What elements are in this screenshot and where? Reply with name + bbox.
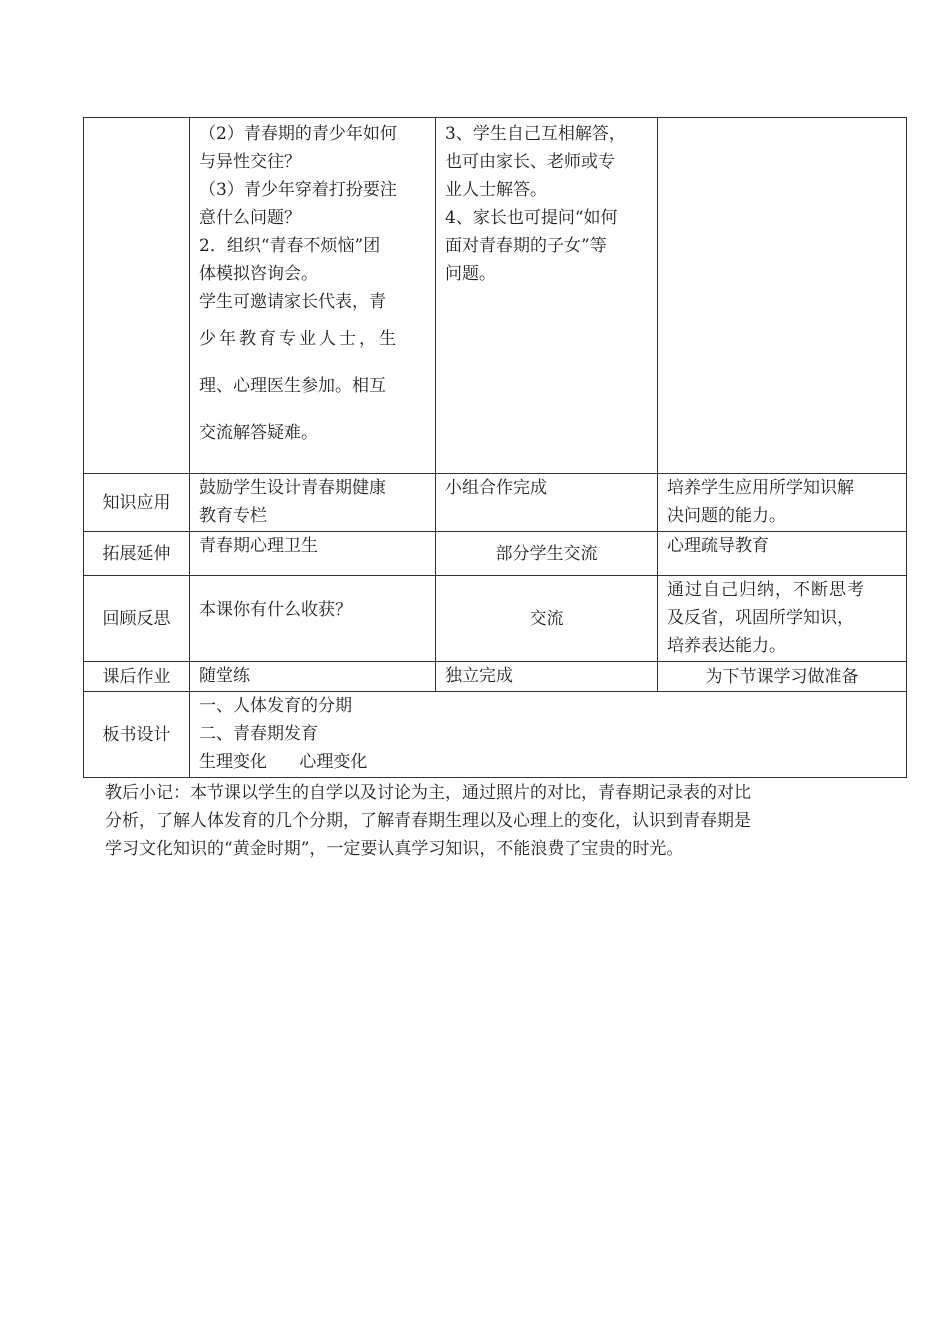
intent-cell-empty <box>658 118 907 474</box>
text-line: 交流解答疑难。 <box>199 423 318 443</box>
text-line: 少年教育专业人士，生 <box>199 329 399 349</box>
student-activity-cell: 交流 <box>436 576 658 662</box>
activity-cell: 随堂练 <box>190 662 436 692</box>
text-line: 二、青春期发育 <box>199 724 318 744</box>
text-line: 决问题的能力。 <box>667 506 786 526</box>
text-line: 2．组织“青春不烦恼”团 <box>199 236 381 256</box>
activity-cell <box>190 474 436 532</box>
text-line: 3、学生自己互相解答， <box>445 124 626 144</box>
intent-cell: 心理疏导教育 <box>658 532 907 576</box>
activity-cell: 青春期心理卫生 <box>190 532 436 576</box>
text-line: 面对青春期的子女”等 <box>445 236 607 256</box>
text-line: 与异性交往？ <box>199 152 301 172</box>
text-line: 及反省，巩固所学知识， <box>667 608 854 628</box>
text-line: 学生可邀请家长代表，青 <box>199 292 386 312</box>
table-row <box>84 118 907 474</box>
text-line: 培养学生应用所学知识解 <box>667 478 854 498</box>
text-line: 意什么问题？ <box>199 208 301 228</box>
text-line: （3）青少年穿着打扮要注 <box>199 180 397 200</box>
text-line: 分析，了解人体发育的几个分期，了解青春期生理以及心理上的变化，认识到青春期是 <box>105 811 751 831</box>
text-line: 一、人体发育的分期 <box>199 696 352 716</box>
row-label: 回顾反思 <box>84 576 190 662</box>
text-line: 4、家长也可提问“如何 <box>445 208 618 228</box>
text-line: 生理变化 心理变化 <box>199 752 368 772</box>
student-activity-cell <box>436 118 658 474</box>
table-row <box>84 692 907 778</box>
intent-cell: 为下节课学习做准备 <box>658 662 907 692</box>
text-line: 鼓励学生设计青春期健康 <box>199 478 386 498</box>
text-line: （2）青春期的青少年如何 <box>199 124 397 144</box>
activity-cell <box>190 118 436 474</box>
row-label: 板书设计 <box>84 692 190 778</box>
text-line: 体模拟咨询会。 <box>199 264 318 284</box>
text-line: 也可由家长、老师或专 <box>445 152 615 172</box>
post-lesson-notes <box>105 779 865 863</box>
text-line: 业人士解答。 <box>445 180 547 200</box>
lesson-plan-table <box>83 117 907 778</box>
student-activity-cell: 独立完成 <box>436 662 658 692</box>
intent-cell <box>658 474 907 532</box>
intent-cell <box>658 576 907 662</box>
text-line: 理、心理医生参加。相互 <box>199 376 386 396</box>
label-cell-empty <box>84 118 190 474</box>
text-line: 通过自己归纳，不断思考 <box>667 580 865 600</box>
table-row <box>84 662 907 692</box>
table-row <box>84 576 907 662</box>
text-line: 教后小记：本节课以学生的自学以及讨论为主，通过照片的对比，青春期记录表的对比 <box>105 783 751 803</box>
student-activity-cell: 部分学生交流 <box>436 532 658 576</box>
row-label: 课后作业 <box>84 662 190 692</box>
text-line: 学习文化知识的“黄金时期”，一定要认真学习知识，不能浪费了宝贵的时光。 <box>105 839 684 859</box>
row-label: 拓展延伸 <box>84 532 190 576</box>
table-row <box>84 474 907 532</box>
board-design-cell <box>190 692 907 778</box>
text-line: 问题。 <box>445 264 496 284</box>
table-row <box>84 532 907 576</box>
student-activity-cell: 小组合作完成 <box>436 474 658 532</box>
text-line: 教育专栏 <box>199 506 267 526</box>
activity-cell: 本课你有什么收获？ <box>190 576 436 662</box>
text-line: 培养表达能力。 <box>667 636 786 656</box>
row-label: 知识应用 <box>84 474 190 532</box>
